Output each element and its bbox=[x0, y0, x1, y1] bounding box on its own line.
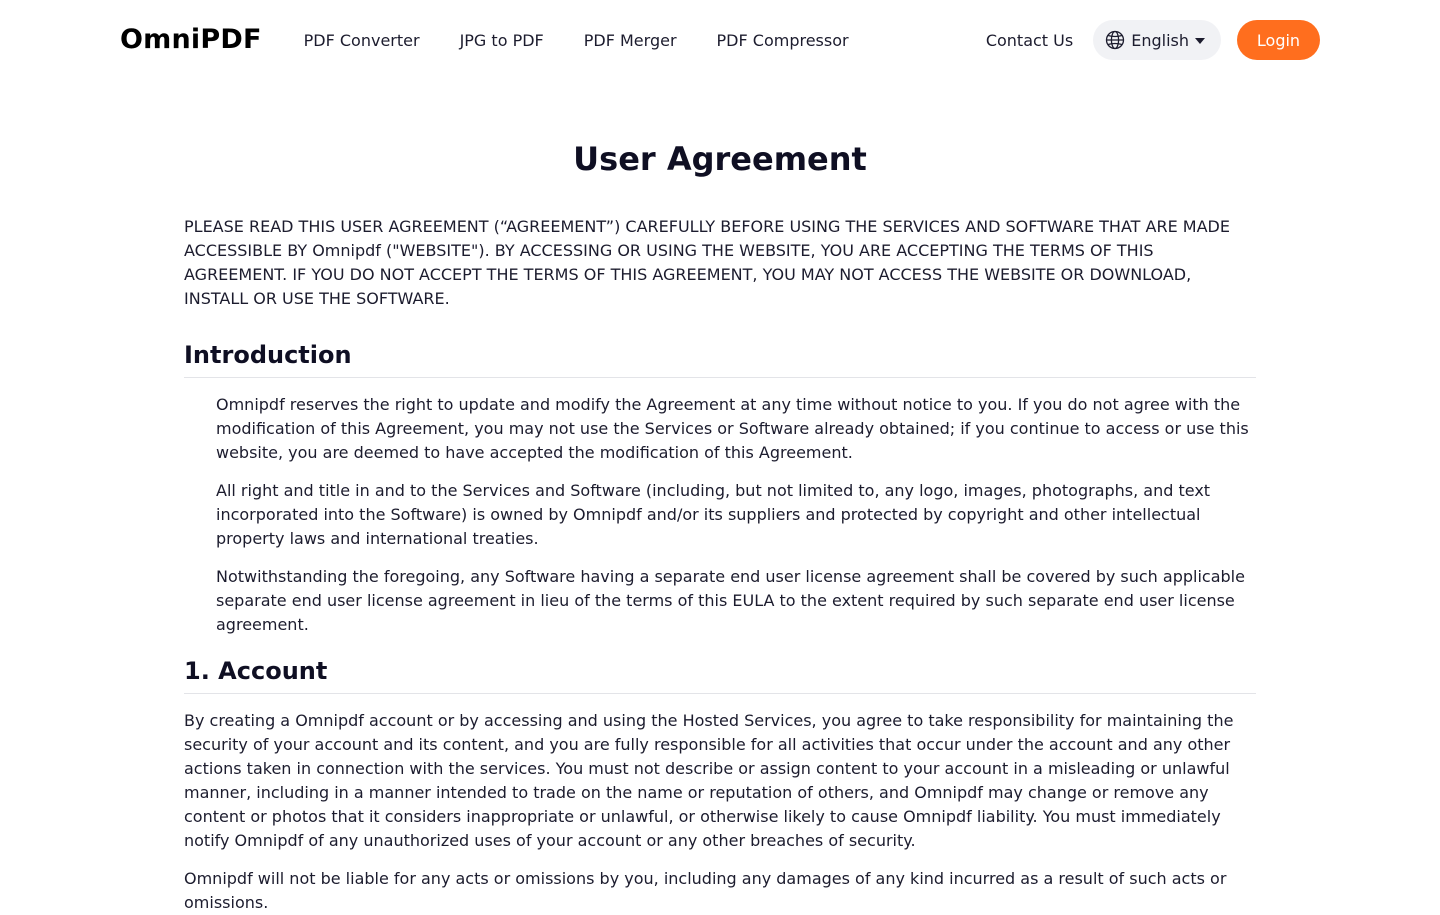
page-title: User Agreement bbox=[573, 140, 867, 178]
nav-jpg-to-pdf[interactable]: JPG to PDF bbox=[459, 30, 544, 50]
section-heading-account: 1. Account bbox=[184, 657, 1256, 694]
caret-down-icon bbox=[1195, 38, 1205, 44]
nav-pdf-compressor[interactable]: PDF Compressor bbox=[716, 30, 849, 50]
introduction-paragraph: All right and title in and to the Services and Software (including, but not limited to, any logo, images, photographs, and text incorporated into the Software) is owned by Omnipdf and/or its suppliers and protected by copyright and other intellectual property laws and international treaties. bbox=[216, 481, 1211, 548]
logo[interactable]: OmniPDF bbox=[120, 23, 262, 55]
login-button[interactable]: Login bbox=[1237, 20, 1320, 60]
introduction-paragraph: Omnipdf reserves the right to update and modify the Agreement at any time without notice to you. If you do not agree with the modification of this Agreement, you may not use the Services or Software already obtained; if you continue to access or use this website, you are deemed to have accepted the modification of this Agreement. bbox=[216, 395, 1249, 462]
nav-pdf-converter[interactable]: PDF Converter bbox=[303, 30, 420, 50]
globe-icon bbox=[1105, 30, 1125, 50]
section-heading-introduction: Introduction bbox=[184, 341, 1256, 378]
intro-paragraph: PLEASE READ THIS USER AGREEMENT (“AGREEMENT”) CAREFULLY BEFORE USING THE SERVICES AND SOFTWARE THAT ARE MADE ACCESSIBLE BY Omnipdf ("WEBSITE"). BY ACCESSING OR USING THE WEBSITE, YOU ARE ACCEPTING THE TERMS OF THIS AGREEMENT. IF YOU DO NOT ACCEPT THE TERMS OF THIS AGREEMENT, YOU MAY NOT ACCESS THE WEBSITE OR DOWNLOAD, INSTALL OR USE THE SOFTWARE. bbox=[184, 217, 1230, 308]
nav-right bbox=[986, 20, 1320, 60]
account-paragraph: Omnipdf will not be liable for any acts or omissions by you, including any damages of any kind incurred as a result of such acts or omissions. bbox=[184, 869, 1227, 912]
section-account bbox=[184, 657, 1256, 915]
nav-pdf-merger[interactable]: PDF Merger bbox=[583, 30, 677, 50]
section-introduction bbox=[184, 341, 1256, 637]
language-label: English bbox=[1131, 30, 1189, 50]
language-selector[interactable] bbox=[1093, 20, 1221, 60]
introduction-body bbox=[184, 393, 1256, 637]
introduction-paragraph: Notwithstanding the foregoing, any Software having a separate end user license agreement shall be covered by such applicable separate end user license agreement in lieu of the terms of this EULA to the extent required by such separate end user license agreement. bbox=[216, 567, 1245, 634]
main-nav bbox=[304, 31, 849, 50]
navbar bbox=[0, 0, 1440, 80]
contact-us-link[interactable]: Contact Us bbox=[985, 30, 1074, 50]
agreement-content bbox=[184, 80, 1256, 915]
account-paragraph: By creating a Omnipdf account or by accessing and using the Hosted Services, you agree to take responsibility for maintaining the security of your account and its content, and you are fully responsible for all activities that occur under the account and any other actions taken in connection with the services. You must not describe or assign content to your account in a misleading or unlawful manner, including in a manner intended to trade on the name or reputation of others, and Omnipdf may change or remove any content or photos that it considers inappropriate or unlawful, or otherwise likely to cause Omnipdf liability. You must immediately notify Omnipdf of any unauthorized uses of your account or any other breaches of security. bbox=[184, 711, 1234, 850]
